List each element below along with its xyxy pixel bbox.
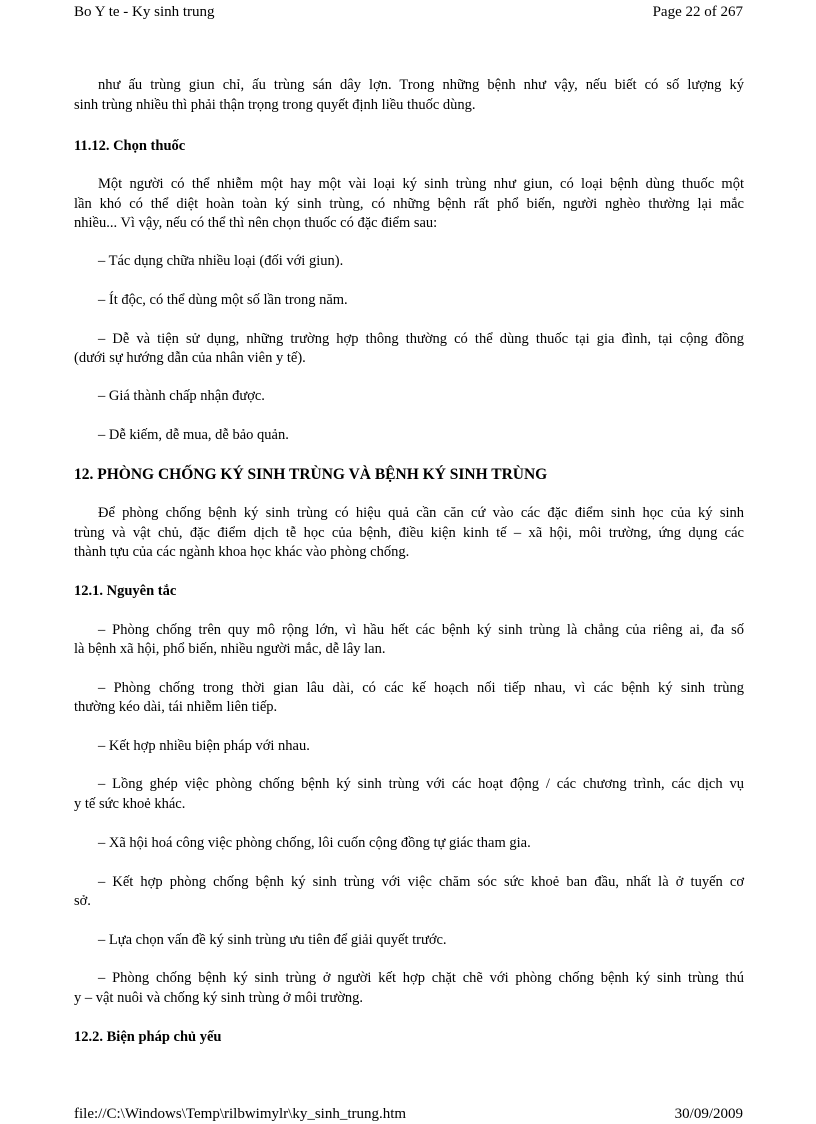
list-item: – Lựa chọn vấn đề ký sinh trùng ưu tiên để giải quyết trước. — [98, 932, 447, 948]
paragraph-line: trùng và vật chủ, đặc điểm dịch tễ học của bệnh, điều kiện kinh tế – xã hội, môi trường, ứng dụng các — [74, 525, 744, 541]
list-item-continuation: thường kéo dài, tái nhiễm liên tiếp. — [74, 699, 278, 715]
section-heading-12-1: 12.1. Nguyên tắc — [74, 583, 177, 599]
page-footer — [74, 1104, 743, 1124]
paragraph-line: nhiều... Vì vậy, nếu có thể thì nên chọn thuốc có đặc điểm sau: — [74, 215, 438, 231]
list-item: – Tác dụng chữa nhiều loại (đối với giun). — [98, 253, 344, 269]
footer-date: 30/09/2009 — [674, 1106, 743, 1122]
section-heading-12: 12. PHÒNG CHỐNG KÝ SINH TRÙNG VÀ BỆNH KÝ SINH TRÙNG — [74, 466, 548, 483]
list-item: – Kết hợp nhiều biện pháp với nhau. — [98, 738, 310, 754]
list-item: – Xã hội hoá công việc phòng chống, lôi cuốn cộng đồng tự giác tham gia. — [98, 835, 531, 851]
list-item: – Lồng ghép việc phòng chống bệnh ký sinh trùng với các hoạt động / các chương trình, các dịch vụ — [98, 776, 744, 792]
list-item: – Phòng chống trong thời gian lâu dài, có các kế hoạch nối tiếp nhau, vì các bệnh ký sinh trùng — [98, 680, 744, 696]
header-page-number: Page 22 of 267 — [652, 4, 743, 20]
list-item: – Dễ kiếm, dễ mua, dễ bảo quản. — [98, 427, 289, 443]
list-item: – Kết hợp phòng chống bệnh ký sinh trùng với việc chăm sóc sức khoẻ ban đầu, nhất là ở tuyến cơ — [98, 874, 744, 890]
paragraph-line: Một người có thể nhiễm một hay một vài loại ký sinh trùng như giun, có loại bệnh dùng thuốc một — [98, 176, 744, 192]
section-heading-12-2: 12.2. Biện pháp chủ yếu — [74, 1029, 222, 1045]
paragraph-line: Để phòng chống bệnh ký sinh trùng có hiệu quả cần căn cứ vào các đặc điểm sinh học của ký sinh — [98, 505, 744, 521]
paragraph-line: thành tựu của các ngành khoa học khác vào phòng chống. — [74, 544, 410, 560]
list-item: – Giá thành chấp nhận được. — [98, 388, 265, 404]
list-item-continuation: y – vật nuôi và chống ký sinh trùng ở môi trường. — [74, 990, 364, 1006]
header-title: Bo Y te - Ky sinh trung — [74, 4, 215, 20]
paragraph-line: lần khó có thể diệt hoàn toàn ký sinh trùng, có những bệnh rất phổ biến, người nghèo thường lại mắc — [74, 196, 744, 212]
page-header — [74, 2, 743, 22]
list-item-continuation: là bệnh xã hội, phổ biến, nhiều người mắc, dễ lây lan. — [74, 641, 386, 657]
footer-file-path: file://C:\Windows\Temp\rilbwimylr\ky_sinh_trung.htm — [74, 1106, 407, 1122]
list-item-continuation: sở. — [74, 893, 91, 909]
list-item: – Ít độc, có thể dùng một số lần trong năm. — [98, 292, 348, 308]
paragraph-line: như ấu trùng giun chỉ, ấu trùng sán dây lợn. Trong những bệnh như vậy, nếu biết có số lượng ký — [98, 77, 744, 93]
list-item: – Phòng chống trên quy mô rộng lớn, vì hầu hết các bệnh ký sinh trùng là chẳng của riêng ai, đa số — [98, 622, 744, 638]
list-item-continuation: (dưới sự hướng dẫn của nhân viên y tế). — [74, 350, 306, 366]
list-item: – Phòng chống bệnh ký sinh trùng ở người kết hợp chặt chẽ với phòng chống bệnh ký sinh trùng thú — [98, 970, 744, 986]
section-heading-11-12: 11.12. Chọn thuốc — [74, 138, 186, 154]
paragraph-line: sinh trùng nhiều thì phải thận trọng trong quyết định liều thuốc dùng. — [74, 97, 476, 113]
list-item-continuation: y tế sức khoẻ khác. — [74, 796, 186, 812]
list-item: – Dễ và tiện sử dụng, những trường hợp thông thường có thể dùng thuốc tại gia đình, tại cộng đồng — [98, 331, 744, 347]
